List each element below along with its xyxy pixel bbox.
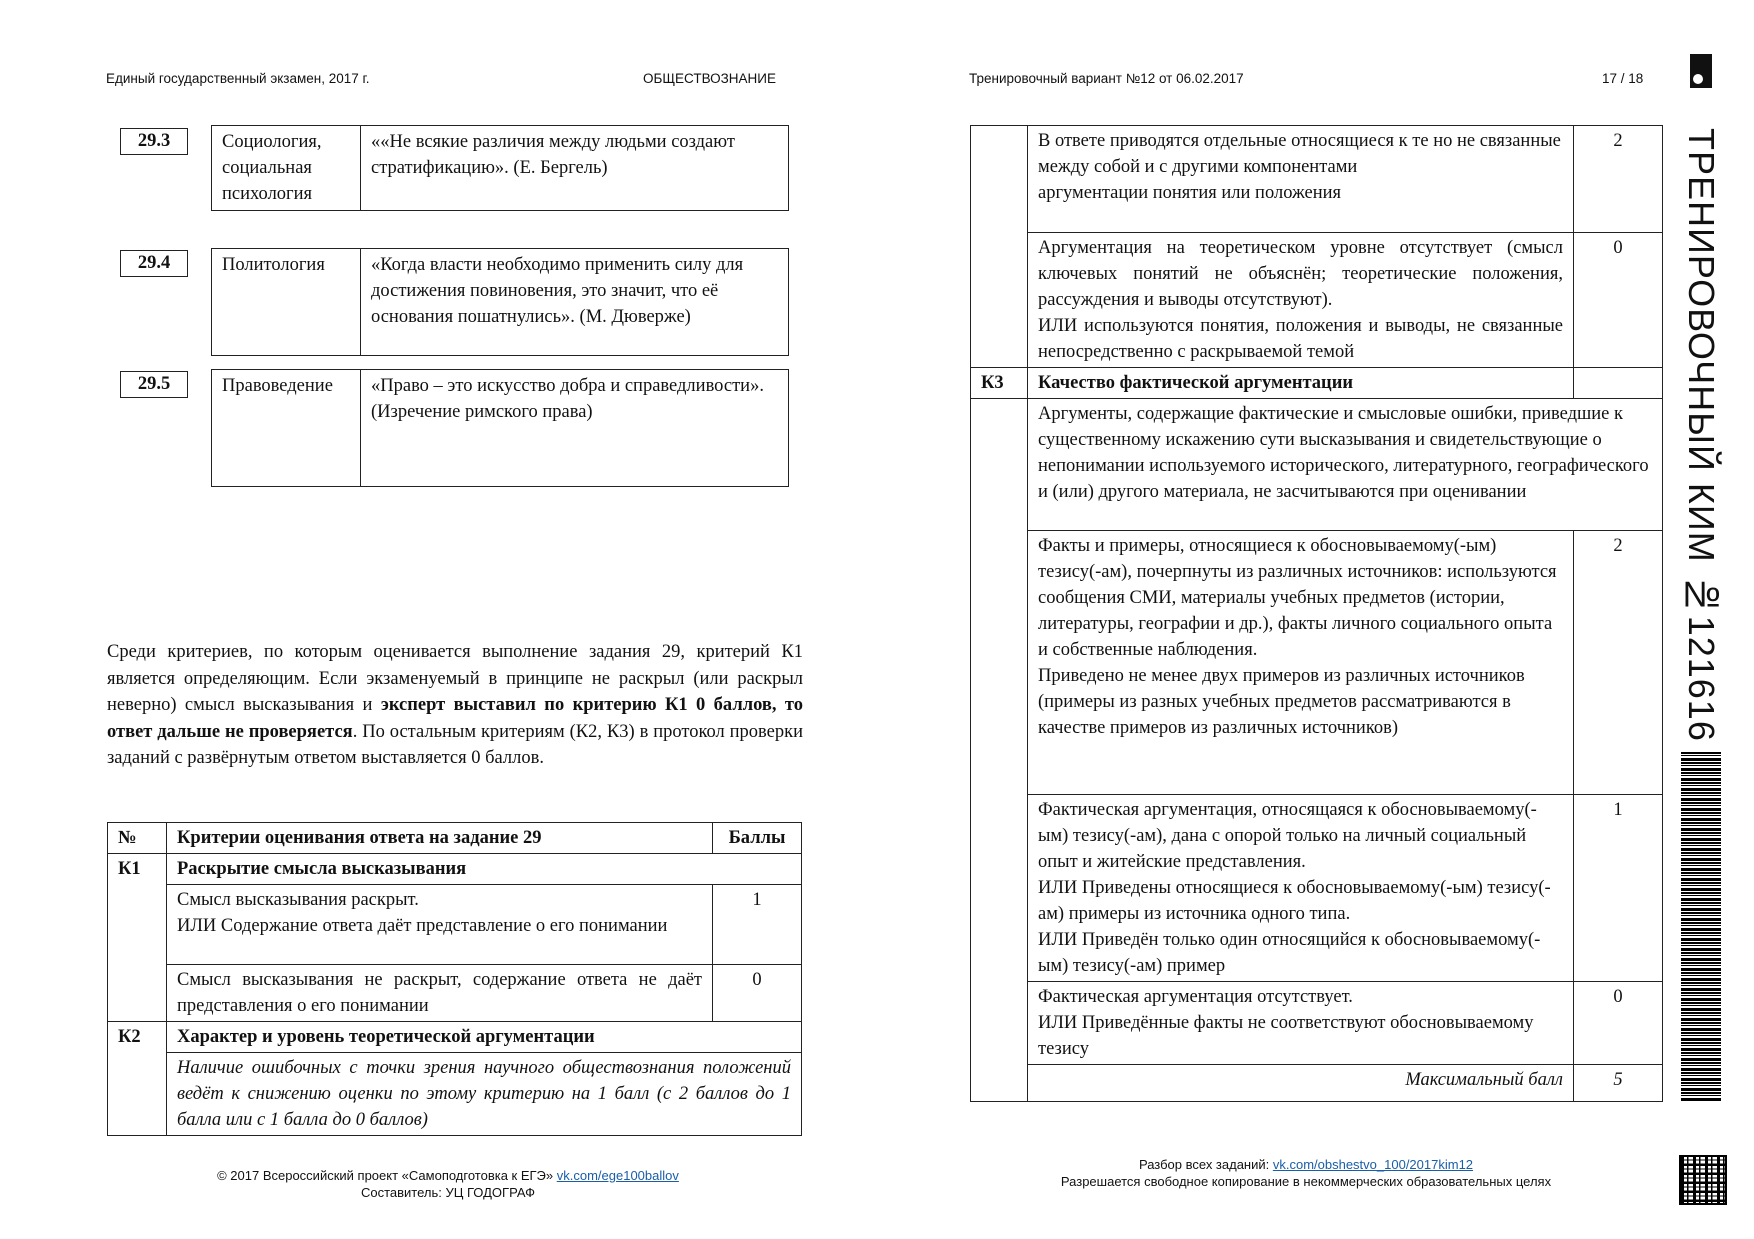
row-score: 1 [1574,795,1663,982]
quote-table [211,369,789,487]
criterion-row [167,885,713,965]
vertical-title: ТРЕНИРОВОЧНЫЙ КИМ №121616 [1681,128,1722,742]
max-score-label: Максимальный балл [1028,1065,1574,1102]
criterion-row [1028,795,1574,982]
footer-license: Разрешается свободное копирование в некоммерческих образовательных целях [1060,1174,1552,1189]
quote-text: «Когда власти необходимо применить силу для достижения повиновения, это значит, что её основания пошатнулись». (М. Дюверже) [361,249,789,356]
row-text: В ответе приводятся отдельные относящиеся к те но не связанные между собой и с другими компонентами [1038,131,1561,177]
criterion-title: Характер и уровень теоретической аргументации [167,1022,802,1053]
criteria-intro [107,639,803,772]
row-text: Аргументация на теоретическом уровне отсутствует (смысл ключевых понятий не объяснён; теоретические положения, рассуждения и выводы отсутствуют). [1038,238,1563,310]
footer-right [1006,1156,1606,1190]
logo-icon [1690,54,1712,88]
criterion-note: Аргументы, содержащие фактические и смысловые ошибки, приведшие к существенному искажению сути высказывания и свидетельствующие о непонимании используемого исторического, литературного, географического и (или) другого материала, не засчитываются при оценивании [1028,399,1663,531]
criteria-table-continued [970,125,1663,1102]
quote-field: Политология [212,249,361,356]
max-score-value: 5 [1574,1065,1663,1102]
quote-number: 29.4 [120,250,188,277]
criterion-code: К1 [108,854,167,1022]
row-text: Смысл высказывания раскрыт. [177,890,419,910]
row-text: ИЛИ Приведён только один относящийся к обосновываемому(-ым) тезису(-ам) пример [1038,930,1541,976]
col-score: Баллы [713,823,802,854]
qr-code-icon [1679,1155,1727,1205]
quote-number: 29.5 [120,371,188,398]
page-number: 17 / 18 [1602,71,1644,86]
col-criteria: Критерии оценивания ответа на задание 29 [167,823,713,854]
row-score: 0 [1574,982,1663,1065]
criterion-note: Наличие ошибочных с точки зрения научного обществознания положений ведёт к снижению оценки по этому критерию на 1 балл (с 2 баллов до 1 балла или с 1 балла до 0 баллов) [167,1053,802,1136]
row-text: ИЛИ Приведённые факты не соответствуют обосновываемому тезису [1038,1013,1534,1059]
intro-text: . По остальным критериям (К2, К3) в протокол проверки заданий с развёрнутым ответом выставляется 0 баллов. [107,721,804,768]
row-text: ИЛИ Приведены относящиеся к обосновываемому(-ым) тезису(-ам) примеры из источника одного типа. [1038,878,1551,924]
quote-text: «Право – это искусство добра и справедливости». (Изречение римского права) [361,370,789,487]
col-number: № [108,823,167,854]
header-subject: ОБЩЕСТВОЗНАНИЕ [643,71,776,86]
intro-text: Среди критериев, по которым оценивается выполнение задания 29, критерий К1 является определяющим. Если экзаменуемый в принципе не раскрыл (или раскрыл неверно) смысл высказывания и [107,642,803,715]
empty-code-cell [971,126,1028,368]
quote-field: Правоведение [212,370,361,487]
criterion-row [1028,233,1574,368]
criterion-row [1028,982,1574,1065]
row-text: Факты и примеры, относящиеся к обосновываемому(-ым) тезису(-ам), почерпнуты из различных источников: используются сообщения СМИ, материалы учебных предметов (истории, литературы, географии и др.), факты личного социального опыта и собственные наблюдения. [1038,536,1557,660]
row-score: 0 [713,965,802,1022]
criterion-title: Качество фактической аргументации [1028,368,1574,399]
criterion-title: Раскрытие смысла высказывания [167,854,802,885]
footer-left [148,1167,748,1201]
footer-copyright: © 2017 Всероссийский проект «Самоподготовка к ЕГЭ» [217,1168,557,1183]
row-text: ИЛИ Содержание ответа даёт представление о его понимании [177,916,668,936]
row-score: 0 [1574,233,1663,368]
footer-author: Составитель: УЦ ГОДОГРАФ [360,1185,535,1200]
criterion-row [1028,531,1574,795]
footer-link[interactable]: vk.com/obshestvo_100/2017kim12 [1272,1157,1474,1172]
barcode-icon [1681,752,1721,1102]
criterion-code: К2 [108,1022,167,1136]
criterion-row: Смысл высказывания не раскрыт, содержание ответа не даёт представления о его понимании [167,965,713,1022]
quote-field: Социология, социальная психология [212,126,361,211]
header-exam: Единый государственный экзамен, 2017 г. [106,71,370,86]
intro-bold: эксперт выставил по критерию К1 0 баллов, то ответ дальше не проверяется [107,695,803,742]
empty-score-cell [1574,368,1663,399]
quote-table [211,125,789,211]
footer-analysis: Разбор всех заданий: [1138,1157,1273,1172]
row-score: 1 [713,885,802,965]
empty-code-cell [971,399,1028,1102]
row-score: 2 [1574,531,1663,795]
row-text: Приведено не менее двух примеров из различных источников (примеры из разных учебных предметов рассматриваются в качестве примеров из различных источников) [1038,666,1525,738]
quote-text: ««Не всякие различия между людьми создают стратификацию». (Е. Бергель) [361,126,789,211]
quote-number: 29.3 [120,128,188,155]
criterion-row [1028,126,1574,233]
footer-link[interactable]: vk.com/ege100ballov [556,1168,679,1183]
header-variant: Тренировочный вариант №12 от 06.02.2017 [969,71,1244,86]
row-text: Фактическая аргументация отсутствует. [1038,987,1353,1007]
quote-table [211,248,789,356]
row-text: ИЛИ используются понятия, положения и выводы, не связанные непосредственно с раскрываемой темой [1038,316,1563,362]
row-text: аргументации понятия или положения [1038,183,1342,203]
row-score: 2 [1574,126,1663,233]
criteria-table [107,822,802,1136]
row-text: Фактическая аргументация, относящаяся к обосновываемому(-ым) тезису(-ам), дана с опорой только на личный социальный опыт и житейские представления. [1038,800,1537,872]
criterion-code: К3 [971,368,1028,399]
